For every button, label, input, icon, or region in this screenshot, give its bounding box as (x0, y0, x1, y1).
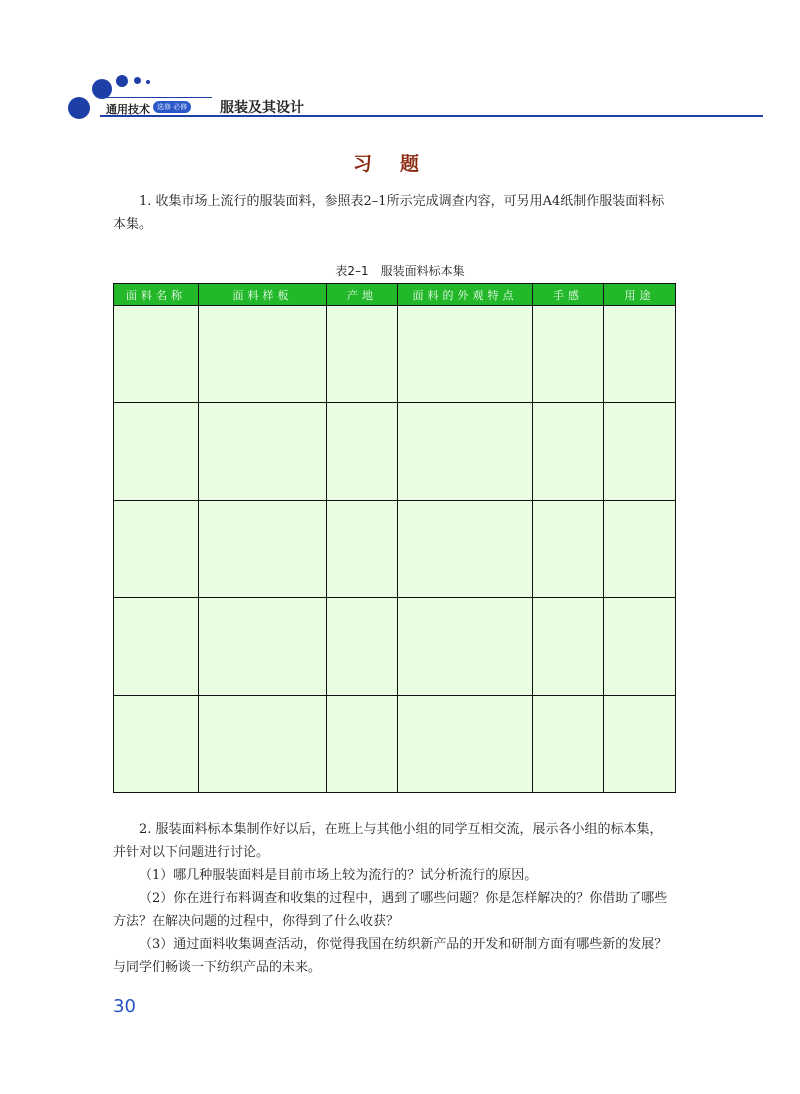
table-caption: 表2–1 服装面料标本集 (335, 264, 465, 278)
table-cell (327, 598, 398, 695)
table-row (114, 598, 676, 695)
table-cell (533, 695, 604, 792)
table-cell (199, 403, 327, 500)
column-header: 用途 (604, 284, 676, 306)
page-header (0, 0, 800, 130)
table-cell (327, 500, 398, 597)
section-heading: 习题 (352, 153, 447, 175)
decor-dot (92, 79, 112, 99)
column-header: 面料的外观特点 (398, 284, 533, 306)
table-cell (327, 306, 398, 403)
table-cell (398, 695, 533, 792)
table-cell (114, 598, 199, 695)
table-row (114, 306, 676, 403)
table-cell (533, 598, 604, 695)
question-1: （1）哪几种服装面料是目前市场上较为流行的？试分析流行的原因。 (139, 868, 538, 883)
exercise-1-text: 1. 收集市场上流行的服装面料，参照表2–1所示完成调查内容，可另用A4纸制作服装面料标本集。 (113, 194, 665, 232)
table-cell (199, 306, 327, 403)
table-cell (604, 598, 676, 695)
table-cell (533, 306, 604, 403)
table-cell (114, 500, 199, 597)
column-header: 产地 (327, 284, 398, 306)
table-cell (114, 403, 199, 500)
table-cell (114, 306, 199, 403)
table-cell (327, 695, 398, 792)
table-cell (398, 306, 533, 403)
table-cell (604, 500, 676, 597)
table-cell (604, 403, 676, 500)
table-cell (398, 500, 533, 597)
table-body (114, 306, 676, 793)
table-cell (199, 500, 327, 597)
header-subject: 通用技术 (106, 103, 150, 116)
table-cell (199, 598, 327, 695)
table-cell (398, 403, 533, 500)
table-cell (114, 695, 199, 792)
exercise-2-text: 2. 服装面料标本集制作好以后，在班上与其他小组的同学互相交流，展示各小组的标本集，并针对以下问题进行讨论。 (113, 822, 663, 860)
table-cell (604, 306, 676, 403)
header-badge: 选修 必修 (153, 101, 191, 113)
column-header: 手感 (533, 284, 604, 306)
table-cell (604, 695, 676, 792)
table-cell (533, 403, 604, 500)
table-cell (327, 403, 398, 500)
table-cell (199, 695, 327, 792)
decor-dot (134, 77, 141, 84)
column-header: 面料名称 (114, 284, 199, 306)
page-number: 30 (113, 996, 136, 1017)
table-row (114, 695, 676, 792)
fabric-sample-table (113, 283, 676, 793)
question-3: （3）通过面料收集调查活动，你觉得我国在纺织新产品的开发和研制方面有哪些新的发展？与同学们畅谈一下纺织产品的未来。 (113, 937, 668, 975)
question-2: （2）你在进行布料调查和收集的过程中，遇到了哪些问题？你是怎样解决的？你借助了哪些方法？在解决问题的过程中，你得到了什么收获？ (113, 891, 668, 929)
column-header: 面料样板 (199, 284, 327, 306)
table-header-row (114, 284, 676, 306)
table-cell (533, 500, 604, 597)
header-rule-short (100, 97, 212, 98)
decor-dot (146, 80, 150, 84)
decor-dot (68, 97, 90, 119)
table-cell (398, 598, 533, 695)
header-rule (100, 115, 763, 117)
header-title: 服装及其设计 (220, 100, 304, 116)
table-row (114, 500, 676, 597)
table-row (114, 403, 676, 500)
decor-dot (116, 75, 128, 87)
